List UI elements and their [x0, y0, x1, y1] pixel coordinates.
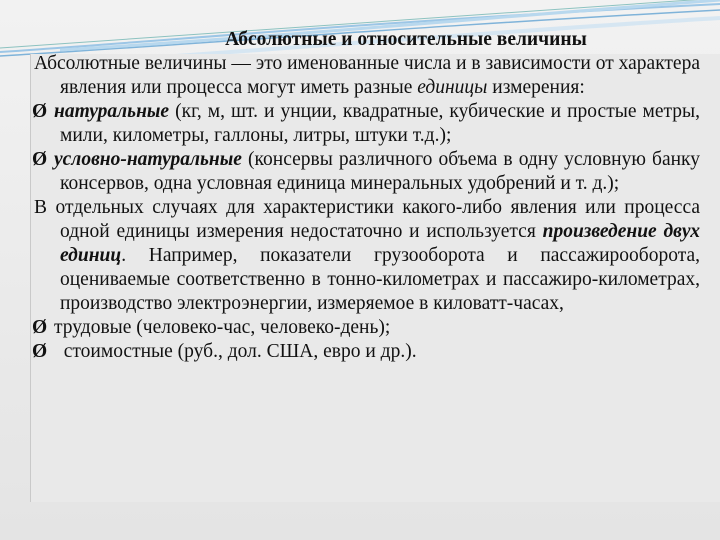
- bullet-conditional-term: условно-натуральные: [54, 149, 242, 170]
- bullet-conditional-text: (консервы различного объема в одну условную банку консервов, одна условная единица минеральных удобрений и т. д.);: [60, 149, 700, 194]
- arrow-bullet-icon: Ø: [32, 317, 48, 338]
- paragraph-intro: [32, 52, 700, 100]
- slide-content: [32, 28, 700, 364]
- bullet-cost-text: стоимостные (руб., дол. США, евро и др.).: [54, 341, 417, 362]
- arrow-bullet-icon: Ø: [32, 101, 48, 122]
- intro-text: Абсолютные величины — это именованные числа и в зависимости от характера явления или процесса могут иметь разные: [34, 53, 700, 98]
- bullet-natural: [32, 100, 700, 148]
- arrow-bullet-icon: Ø: [32, 149, 48, 170]
- paragraph-product: [32, 196, 700, 316]
- slide-title: Абсолютные и относительные величины: [225, 29, 587, 50]
- bullet-cost: [32, 340, 700, 364]
- bullet-labor-text: трудовые (человеко-час, человеко-день);: [54, 317, 391, 338]
- bullet-conditional: [32, 148, 700, 196]
- bullet-labor: [32, 316, 700, 340]
- product-text: В отдельных случаях для характеристики какого-либо явления или процесса одной единицы измерения недостаточно и используется: [34, 197, 700, 242]
- bullet-natural-term: натуральные: [54, 101, 170, 122]
- product-emphasis: произведение двух единиц: [60, 221, 700, 266]
- arrow-bullet-icon: Ø: [32, 341, 48, 362]
- bullet-natural-text: (кг, м, шт. и унции, квадратные, кубические и простые метры, мили, километры, галлоны, литры, штуки т.д.);: [60, 101, 700, 146]
- intro-text-end: измерения:: [487, 77, 585, 98]
- product-text-end: . Например, показатели грузооборота и пассажирооборота, оцениваемые соответственно в тонно-километрах и пассажиро-километрах, производство электроэнергии, измеряемое в киловатт-часах,: [60, 245, 700, 314]
- intro-emphasis: единицы: [417, 77, 488, 98]
